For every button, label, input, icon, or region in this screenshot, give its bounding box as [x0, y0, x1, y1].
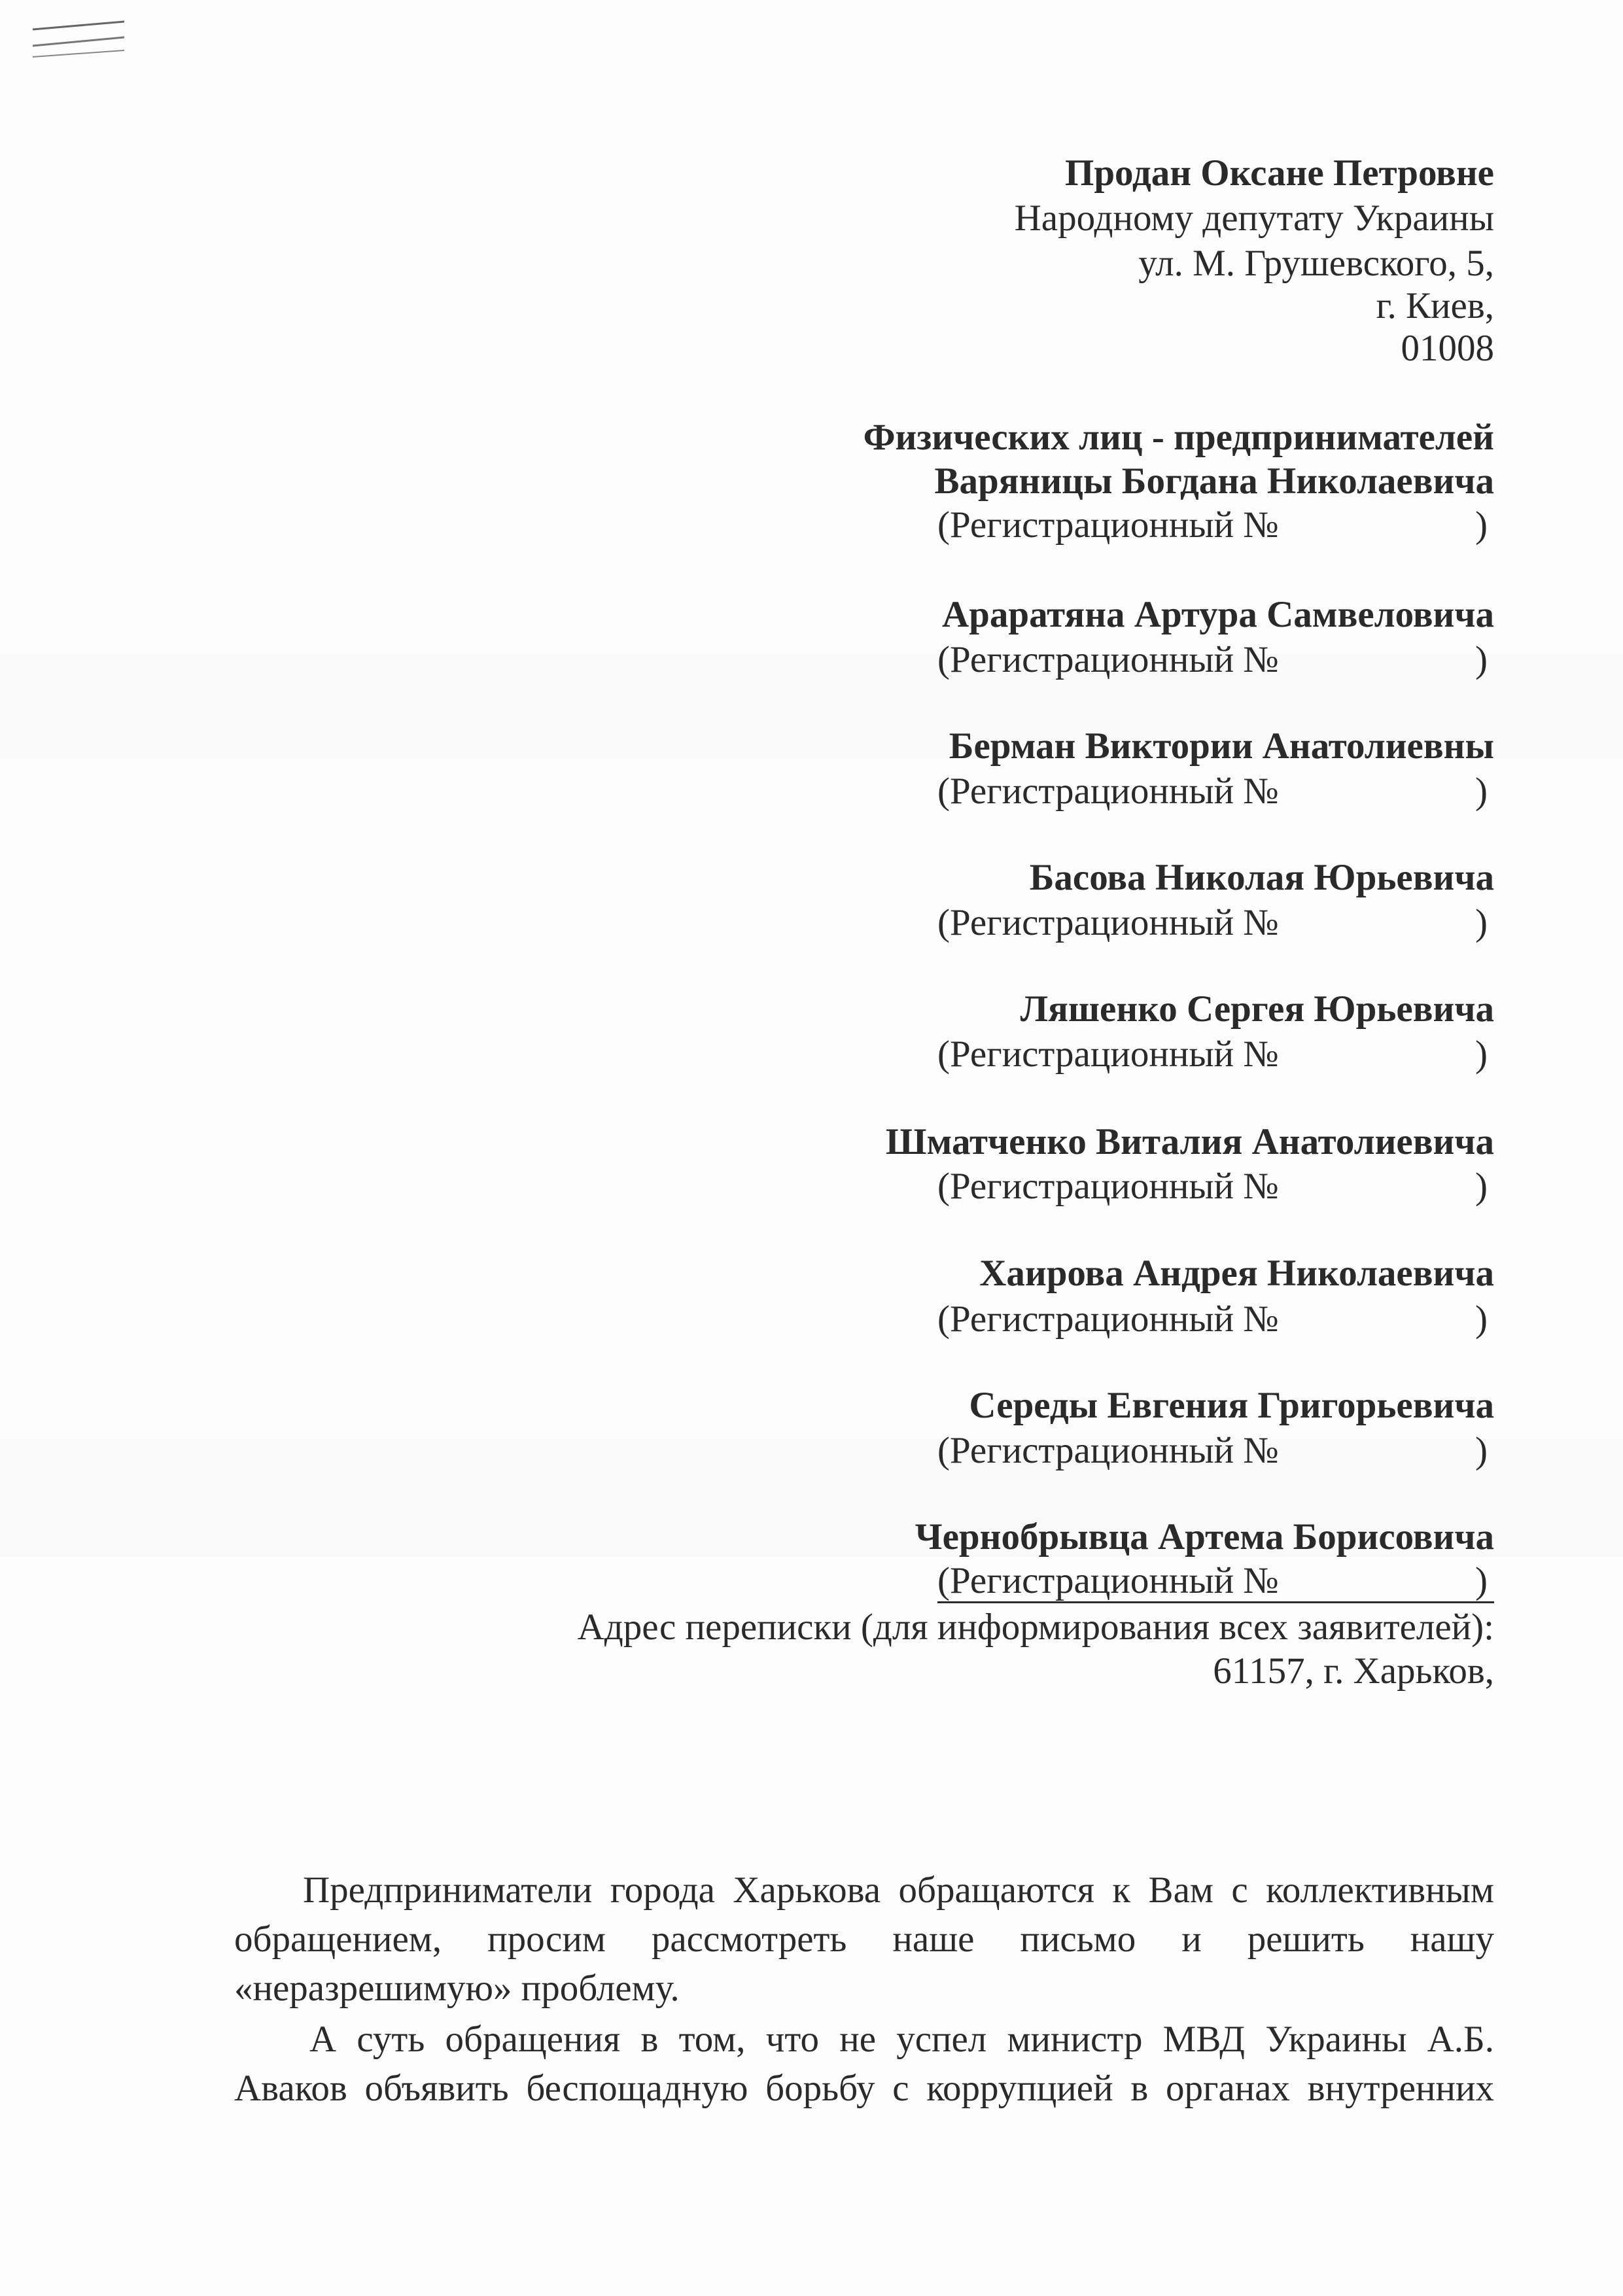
registration-number	[937, 901, 1494, 945]
sender-name: Середы Евгения Григорьевича	[969, 1385, 1494, 1426]
sender-name: Берман Виктории Анатолиевны	[949, 725, 1494, 767]
paragraph-line: «неразрешимую» проблему.	[234, 1968, 680, 2009]
sender-name: Чернобрывца Артема Борисовича	[915, 1516, 1494, 1557]
reg-label: (Регистрационный №	[937, 771, 1279, 812]
reg-close: )	[1475, 771, 1488, 812]
reg-label: (Регистрационный №	[937, 504, 1279, 546]
recipient-postcode: 01008	[1401, 328, 1494, 369]
reg-label: (Регистрационный №	[937, 1166, 1279, 1207]
sender-name: Ляшенко Сергея Юрьевича	[1020, 988, 1494, 1030]
sender-name: Хаирова Андрея Николаевича	[979, 1253, 1494, 1294]
sender-name: Араратяна Артура Самвеловича	[942, 594, 1494, 635]
registration-number	[937, 638, 1494, 682]
sender-name: Варяницы Богдана Николаевича	[934, 461, 1494, 502]
reg-close: )	[1475, 1034, 1488, 1075]
registration-number	[937, 1561, 1494, 1603]
registration-number	[937, 769, 1494, 813]
reg-label: (Регистрационный №	[937, 1034, 1279, 1075]
paragraph-line: Предприниматели города Харькова обращаются к Вам с коллективным	[303, 1870, 1494, 1911]
registration-number	[937, 503, 1494, 547]
body-paragraph-2	[234, 2015, 1494, 2113]
reg-close: )	[1475, 1166, 1488, 1207]
body-paragraph-1	[234, 1866, 1494, 2013]
reg-close: )	[1475, 1560, 1488, 1601]
paragraph-line: Аваков объявить беспощадную борьбу с коррупцией в органах внутренних	[234, 2068, 1494, 2109]
reg-label: (Регистрационный №	[937, 1298, 1279, 1340]
staple-mark	[26, 16, 131, 62]
reg-label: (Регистрационный №	[937, 902, 1279, 943]
reg-label: (Регистрационный №	[937, 1560, 1279, 1601]
reg-close: )	[1475, 902, 1488, 943]
reg-label: (Регистрационный №	[937, 1430, 1279, 1471]
paragraph-line: А суть обращения в том, что не успел министр МВД Украины А.Б.	[309, 2019, 1494, 2060]
sender-name: Шматченко Виталия Анатолиевича	[885, 1121, 1494, 1162]
senders-heading: Физических лиц - предпринимателей	[863, 417, 1494, 458]
recipient-city: г. Киев,	[1376, 285, 1494, 326]
recipient-street: ул. М. Грушевского, 5,	[1138, 243, 1494, 284]
registration-number	[937, 1164, 1494, 1208]
address-value: 61157, г. Харьков,	[1213, 1650, 1494, 1692]
address-label: Адрес переписки (для информирования всех заявителей):	[577, 1607, 1494, 1648]
reg-label: (Регистрационный №	[937, 639, 1279, 680]
reg-close: )	[1475, 504, 1488, 546]
registration-number	[937, 1429, 1494, 1472]
recipient-position: Народному депутату Украины	[1014, 198, 1494, 239]
registration-number	[937, 1032, 1494, 1076]
recipient-name: Продан Оксане Петровне	[1064, 152, 1494, 194]
reg-close: )	[1475, 1298, 1488, 1340]
paragraph-line: обращением, просим рассмотреть наше письмо и решить нашу	[234, 1919, 1494, 1960]
reg-close: )	[1475, 1430, 1488, 1471]
sender-name: Басова Николая Юрьевича	[1029, 857, 1494, 898]
reg-close: )	[1475, 639, 1488, 680]
registration-number	[937, 1297, 1494, 1341]
